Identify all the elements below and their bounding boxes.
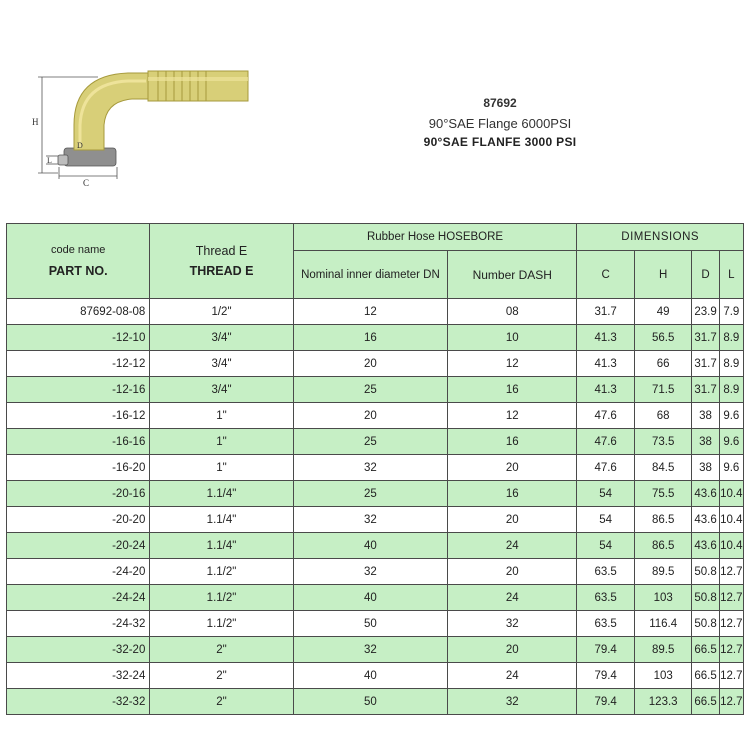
dash-cell: 20: [448, 507, 577, 533]
d-cell: 66.5: [692, 663, 719, 689]
table-row: [7, 377, 744, 403]
d-cell: 31.7: [692, 325, 719, 351]
h-cell: 56.5: [634, 325, 692, 351]
l-cell: 8.9: [719, 377, 743, 403]
thread-cell: 3/4": [150, 351, 293, 377]
h-cell: 49: [634, 299, 692, 325]
part-number-title: 87692: [483, 96, 517, 110]
part-no-cell: -32-24: [7, 663, 150, 689]
c-cell: 47.6: [577, 429, 635, 455]
c-cell: 41.3: [577, 377, 635, 403]
l-cell: 12.7: [719, 689, 743, 715]
thread-cell: 1.1/2": [150, 585, 293, 611]
l-cell: 9.6: [719, 403, 743, 429]
l-cell: 12.7: [719, 559, 743, 585]
thread-cell: 3/4": [150, 377, 293, 403]
c-cell: 54: [577, 481, 635, 507]
title-line-2: 90°SAE FLANFE 3000 PSI: [423, 135, 577, 149]
part-no-cell: -32-32: [7, 689, 150, 715]
l-cell: 9.6: [719, 455, 743, 481]
l-cell: 12.7: [719, 585, 743, 611]
part-no-cell: -12-10: [7, 325, 150, 351]
part-no-cell: -16-12: [7, 403, 150, 429]
d-cell: 43.6: [692, 533, 719, 559]
dash-cell: 12: [448, 351, 577, 377]
part-no-cell: -24-32: [7, 611, 150, 637]
d-cell: 43.6: [692, 507, 719, 533]
dash-cell: 24: [448, 533, 577, 559]
thread-cell: 1": [150, 455, 293, 481]
dn-cell: 40: [293, 533, 447, 559]
l-cell: 10.4: [719, 507, 743, 533]
part-no-cell: -20-24: [7, 533, 150, 559]
thread-cell: 2": [150, 663, 293, 689]
c-cell: 63.5: [577, 559, 635, 585]
dn-cell: 32: [293, 455, 447, 481]
l-cell: 10.4: [719, 481, 743, 507]
l-cell: 8.9: [719, 351, 743, 377]
dn-cell: 25: [293, 429, 447, 455]
l-cell: 12.7: [719, 663, 743, 689]
fitting-diagram: [28, 55, 258, 195]
part-no-cell: -16-20: [7, 455, 150, 481]
h-cell: 71.5: [634, 377, 692, 403]
c-cell: 63.5: [577, 585, 635, 611]
c-label: C: [83, 178, 90, 188]
dash-cell: 24: [448, 663, 577, 689]
thread-cell: 1.1/4": [150, 533, 293, 559]
dash-cell: 16: [448, 377, 577, 403]
dn-cell: 50: [293, 611, 447, 637]
h-cell: 103: [634, 585, 692, 611]
c-cell: 41.3: [577, 325, 635, 351]
dimensions-header: DIMENSIONS: [577, 224, 744, 251]
h-cell: 89.5: [634, 559, 692, 585]
d-cell: 31.7: [692, 377, 719, 403]
c-cell: 54: [577, 533, 635, 559]
thread-header: [150, 224, 293, 299]
c-cell: 47.6: [577, 403, 635, 429]
h-cell: 86.5: [634, 533, 692, 559]
h-cell: 66: [634, 351, 692, 377]
table-row: [7, 663, 744, 689]
dash-cell: 24: [448, 585, 577, 611]
part-no-cell: -20-16: [7, 481, 150, 507]
product-title-block: [330, 96, 670, 149]
l-cell: 8.9: [719, 325, 743, 351]
table-row: [7, 637, 744, 663]
d-cell: 66.5: [692, 689, 719, 715]
table-row: [7, 559, 744, 585]
elbow-fitting-drawing: [28, 55, 258, 195]
c-cell: 31.7: [577, 299, 635, 325]
part-no-cell: -24-24: [7, 585, 150, 611]
d-cell: 50.8: [692, 559, 719, 585]
dn-cell: 12: [293, 299, 447, 325]
table-row: [7, 455, 744, 481]
h-label: H: [32, 117, 39, 127]
thread-cell: 2": [150, 637, 293, 663]
dn-cell: 50: [293, 689, 447, 715]
thread-cell: 1.1/4": [150, 481, 293, 507]
h-cell: 86.5: [634, 507, 692, 533]
l-header: L: [719, 251, 743, 299]
d-cell: 50.8: [692, 611, 719, 637]
thread-e-caps-header: THREAD E: [189, 264, 254, 278]
table-row: [7, 351, 744, 377]
c-cell: 79.4: [577, 663, 635, 689]
dash-cell: 16: [448, 429, 577, 455]
table-row: [7, 299, 744, 325]
l-cell: 7.9: [719, 299, 743, 325]
dn-cell: 32: [293, 559, 447, 585]
d-cell: 31.7: [692, 351, 719, 377]
d-cell: 38: [692, 429, 719, 455]
d-header: D: [692, 251, 719, 299]
h-cell: 103: [634, 663, 692, 689]
spec-table: [6, 223, 744, 715]
h-cell: 89.5: [634, 637, 692, 663]
table-row: [7, 533, 744, 559]
thread-cell: 3/4": [150, 325, 293, 351]
c-cell: 63.5: [577, 611, 635, 637]
d-cell: 43.6: [692, 481, 719, 507]
h-cell: 73.5: [634, 429, 692, 455]
dash-cell: 32: [448, 689, 577, 715]
dn-cell: 20: [293, 351, 447, 377]
dn-cell: 32: [293, 507, 447, 533]
part-no-cell: -24-20: [7, 559, 150, 585]
dn-cell: 40: [293, 585, 447, 611]
part-no-cell: -16-16: [7, 429, 150, 455]
h-cell: 84.5: [634, 455, 692, 481]
table-row: [7, 325, 744, 351]
h-cell: 116.4: [634, 611, 692, 637]
dn-cell: 25: [293, 377, 447, 403]
c-header: C: [577, 251, 635, 299]
dash-cell: 08: [448, 299, 577, 325]
c-cell: 79.4: [577, 637, 635, 663]
thread-cell: 1/2": [150, 299, 293, 325]
table-row: [7, 429, 744, 455]
dn-cell: 32: [293, 637, 447, 663]
l-cell: 12.7: [719, 637, 743, 663]
dash-cell: 32: [448, 611, 577, 637]
thread-cell: 1.1/2": [150, 611, 293, 637]
dash-cell: 20: [448, 455, 577, 481]
dn-cell: 16: [293, 325, 447, 351]
table-row: [7, 689, 744, 715]
dash-cell: 10: [448, 325, 577, 351]
table-row: [7, 585, 744, 611]
d-cell: 50.8: [692, 585, 719, 611]
thread-cell: 1": [150, 429, 293, 455]
table-row: [7, 611, 744, 637]
c-cell: 47.6: [577, 455, 635, 481]
table-row: [7, 507, 744, 533]
part-no-cell: -20-20: [7, 507, 150, 533]
h-header: H: [634, 251, 692, 299]
part-no-header-label: PART NO.: [48, 264, 108, 278]
table-row: [7, 403, 744, 429]
part-no-cell: 87692-08-08: [7, 299, 150, 325]
d-cell: 23.9: [692, 299, 719, 325]
c-cell: 79.4: [577, 689, 635, 715]
c-cell: 54: [577, 507, 635, 533]
c-cell: 41.3: [577, 351, 635, 377]
dash-cell: 12: [448, 403, 577, 429]
thread-cell: 1.1/2": [150, 559, 293, 585]
part-no-header: [7, 224, 150, 299]
d-cell: 38: [692, 455, 719, 481]
part-no-cell: -12-16: [7, 377, 150, 403]
dash-cell: 20: [448, 637, 577, 663]
d-cell: 38: [692, 403, 719, 429]
dash-cell: 16: [448, 481, 577, 507]
h-cell: 75.5: [634, 481, 692, 507]
dn-cell: 40: [293, 663, 447, 689]
code-name-header: code name: [50, 244, 106, 256]
dn-cell: 25: [293, 481, 447, 507]
l-cell: 12.7: [719, 611, 743, 637]
h-cell: 68: [634, 403, 692, 429]
l-label: L: [47, 156, 52, 165]
l-cell: 9.6: [719, 429, 743, 455]
table-row: [7, 481, 744, 507]
dash-cell: 20: [448, 559, 577, 585]
part-no-cell: -12-12: [7, 351, 150, 377]
thread-cell: 1": [150, 403, 293, 429]
thread-cell: 2": [150, 689, 293, 715]
hose-bore-header: Rubber Hose HOSEBORE: [293, 224, 577, 251]
l-cell: 10.4: [719, 533, 743, 559]
number-dash-header: Number DASH: [448, 251, 577, 299]
title-line-1: 90°SAE Flange 6000PSI: [428, 116, 572, 131]
thread-cell: 1.1/4": [150, 507, 293, 533]
part-no-cell: -32-20: [7, 637, 150, 663]
d-label: D: [77, 141, 83, 150]
nominal-dn-header: Nominal inner diameter DN: [293, 251, 447, 299]
thread-e-header: Thread E: [195, 244, 248, 258]
d-cell: 66.5: [692, 637, 719, 663]
h-cell: 123.3: [634, 689, 692, 715]
dn-cell: 20: [293, 403, 447, 429]
